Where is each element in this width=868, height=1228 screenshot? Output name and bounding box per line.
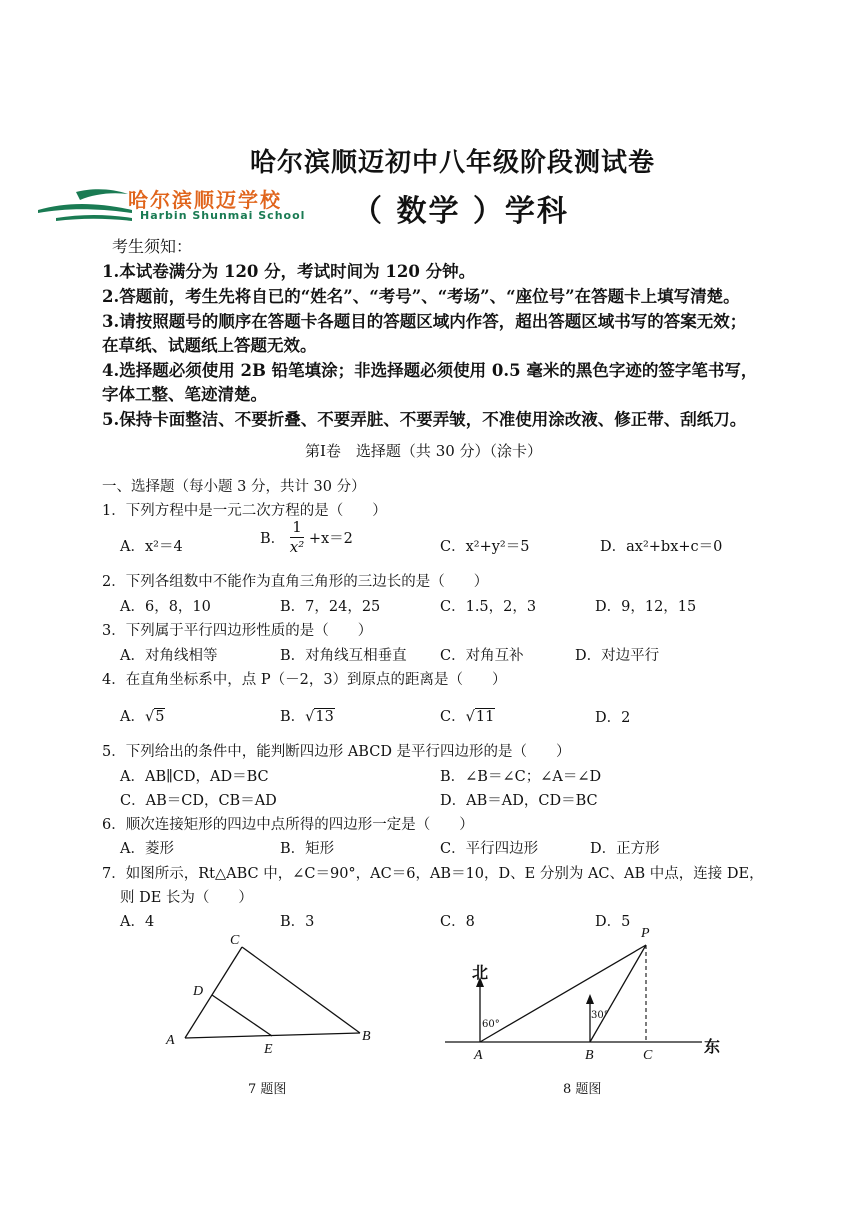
q1-b-denominator: x² — [289, 538, 305, 556]
q7-option-d: D．5 — [595, 914, 631, 930]
notice-rule-2: 2.答题前，考生先将自已的“姓名”、“考号”、“考场”、“座位号”在答题卡上填写清楚。 — [102, 287, 740, 306]
q3-option-b: B．对角线互相垂直 — [280, 648, 407, 664]
q1-option-c: C．x²+y²＝5 — [440, 539, 530, 555]
fig8-label-b: B — [585, 1048, 594, 1063]
q4-option-c: C．√11 — [440, 709, 495, 725]
q6-option-b: B．矩形 — [280, 841, 335, 857]
q4-option-b: B．√13 — [280, 709, 334, 725]
figure-8-bearing — [440, 925, 730, 1055]
logo-chinese-name: 哈尔滨顺迈学校 — [128, 188, 282, 212]
q3-option-d: D．对边平行 — [575, 648, 660, 664]
q7-option-b: B．3 — [280, 914, 315, 930]
school-logo — [36, 180, 326, 226]
fig7-side-cb — [242, 947, 360, 1033]
q1-option-d: D．ax²+bx+c＝0 — [600, 539, 723, 555]
fig8-label-east: 东 — [704, 1037, 721, 1056]
q3-option-a: A．对角线相等 — [120, 648, 218, 664]
fig8-caption: 8 题图 — [563, 1082, 602, 1097]
fig8-angle-30: 30° — [591, 1010, 609, 1021]
fig8-line-bp — [590, 945, 646, 1042]
q4-a-radicand: 5 — [155, 709, 165, 725]
section-title: 第Ⅰ卷 选择题（共 30 分）（涂卡） — [305, 442, 543, 460]
question-2-stem: 2．下列各组数中不能作为直角三角形的三边长的是（ ） — [102, 574, 489, 590]
fig7-segment-de — [212, 995, 272, 1036]
logo-mark-icon — [36, 180, 136, 226]
question-6-stem: 6．顺次连接矩形的四边中点所得的四边形一定是（ ） — [102, 817, 474, 833]
question-5-stem: 5．下列给出的条件中，能判断四边形 ABCD 是平行四边形的是（ ） — [102, 744, 571, 760]
notice-rule-4: 4.选择题必须使用 2B 铅笔填涂；非选择题必须使用 0.5 毫米的黑色字迹的签字笔书写， — [102, 361, 758, 380]
q6-option-d: D．正方形 — [590, 841, 660, 857]
q4-option-d: D．2 — [595, 710, 631, 726]
exam-subject: （ 数学 ）学科 — [352, 194, 569, 229]
q5-option-b: B．∠B＝∠C；∠A＝∠D — [440, 769, 602, 785]
question-4-stem: 4．在直角坐标系中，点 P（－2，3）到原点的距离是（ ） — [102, 672, 507, 688]
notice-rule-4-cont: 字体工整、笔迹清楚。 — [102, 385, 267, 404]
q1-option-b-fraction — [290, 520, 304, 555]
notice-heading: 考生须知： — [112, 237, 193, 256]
logo-english-name: Harbin Shunmai School — [140, 209, 306, 222]
fig7-label-d: D — [193, 984, 204, 999]
q2-option-c: C．1.5，2，3 — [440, 599, 537, 615]
q6-option-c: C．平行四边形 — [440, 841, 539, 857]
fig8-line-ap — [480, 945, 646, 1042]
q7-option-c: C．8 — [440, 914, 475, 930]
q2-option-a: A．6，8，10 — [120, 599, 211, 615]
q1-option-b-rest: +x＝2 — [308, 531, 353, 547]
notice-rule-3-cont: 在草纸、试题纸上答题无效。 — [102, 336, 317, 355]
question-7-stem-cont: 则 DE 长为（ ） — [120, 890, 253, 906]
notice-rule-5: 5.保持卡面整洁、不要折叠、不要弄脏、不要弄皱，不准使用涂改液、修正带、刮纸刀。 — [102, 410, 747, 429]
q3-option-c: C．对角互补 — [440, 648, 524, 664]
q6-option-a: A．菱形 — [120, 841, 174, 857]
fig8-angle-60: 60° — [482, 1019, 500, 1030]
fig8-label-p: P — [641, 926, 650, 941]
q2-option-d: D．9，12，15 — [595, 599, 697, 615]
notice-rule-1: 1.本试卷满分为 120 分，考试时间为 120 分钟。 — [102, 262, 476, 281]
fig8-label-c: C — [643, 1048, 653, 1063]
q4-c-radicand: 11 — [475, 709, 495, 725]
section-subtitle: 一、选择题（每小题 3 分，共计 30 分） — [102, 479, 366, 495]
fig8-label-north: 北 — [472, 963, 489, 982]
fig7-caption: 7 题图 — [248, 1082, 287, 1097]
q4-c-prefix: C． — [440, 709, 466, 725]
q1-option-a: A．x²＝4 — [120, 539, 183, 555]
question-3-stem: 3．下列属于平行四边形性质的是（ ） — [102, 623, 373, 639]
q1-option-b-prefix: B． — [260, 531, 286, 547]
fig7-label-a: A — [166, 1033, 175, 1048]
q5-option-c: C．AB＝CD，CB＝AD — [120, 793, 277, 809]
q7-option-a: A．4 — [120, 914, 155, 930]
notice-rule-3: 3.请按照题号的顺序在答题卡各题目的答题区域内作答，超出答题区域书写的答案无效； — [102, 312, 747, 331]
fig7-label-e: E — [264, 1042, 273, 1057]
q4-a-prefix: A． — [120, 709, 145, 725]
question-1-stem: 1．下列方程中是一元二次方程的是（ ） — [102, 503, 387, 519]
q1-b-numerator: 1 — [290, 520, 304, 538]
q2-option-b: B．7，24，25 — [280, 599, 381, 615]
fig7-label-c: C — [230, 933, 240, 948]
question-7-stem: 7．如图所示，Rt△ABC 中，∠C＝90°，AC＝6，AB＝10，D、E 分别为 AC、AB 中点，连接 DE， — [102, 866, 764, 882]
q1-option-b — [260, 520, 353, 555]
fig8-label-a: A — [474, 1048, 483, 1063]
q4-option-a: A．√5 — [120, 709, 165, 725]
fig8-north-arrowhead-b — [586, 994, 594, 1004]
exam-title: 哈尔滨顺迈初中八年级阶段测试卷 — [250, 148, 656, 178]
q4-b-prefix: B． — [280, 709, 306, 725]
fig7-label-b: B — [362, 1029, 371, 1044]
fig7-side-ab — [185, 1033, 360, 1038]
q5-option-a: A．AB∥CD，AD＝BC — [120, 769, 269, 785]
q5-option-d: D．AB＝AD，CD＝BC — [440, 793, 598, 809]
q4-b-radicand: 13 — [315, 709, 334, 725]
